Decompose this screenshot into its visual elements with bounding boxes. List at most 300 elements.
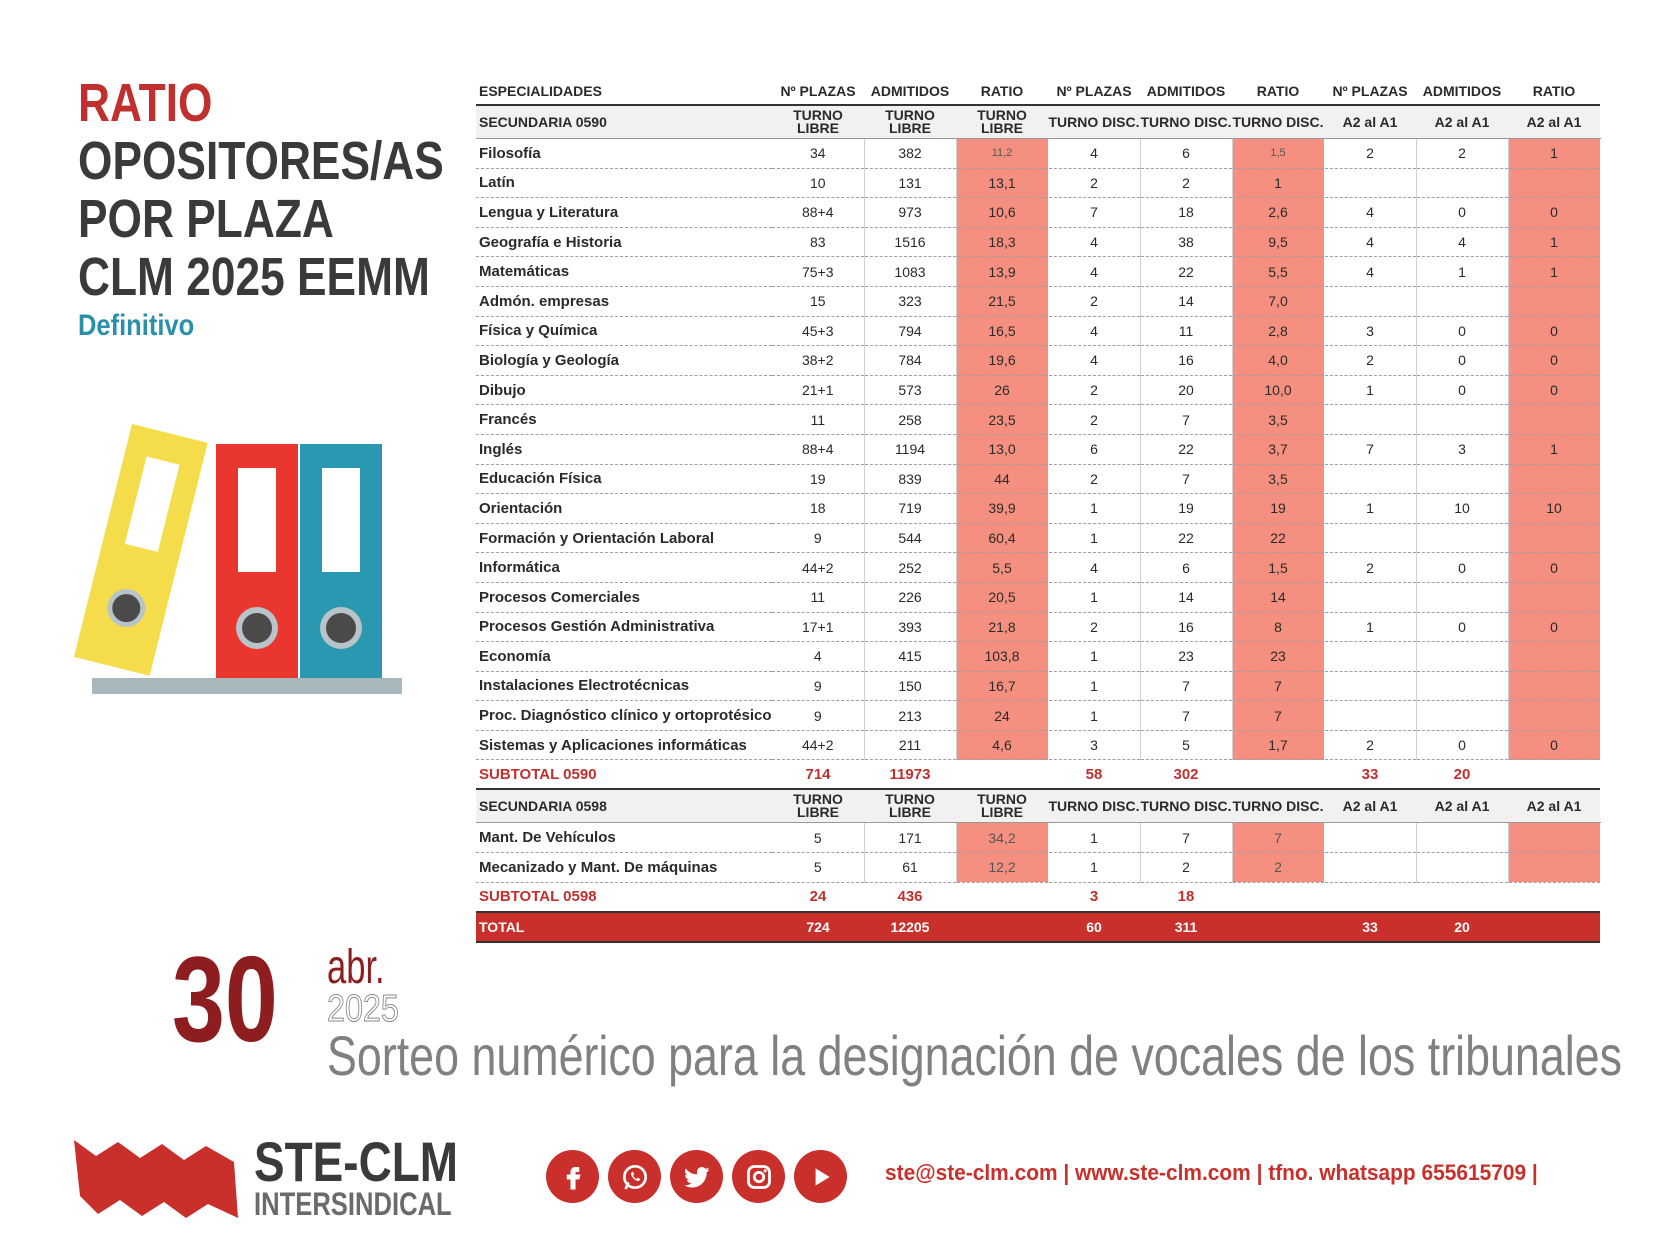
- subtotal-value: 714: [772, 760, 864, 790]
- ratio-cell: 19: [1232, 494, 1324, 524]
- subtotal-value: 58: [1048, 760, 1140, 790]
- ratio-cell: [1508, 853, 1600, 883]
- ratio-cell: 1: [1508, 227, 1600, 257]
- value-cell: 14: [1140, 582, 1232, 612]
- section-subheader: A2 al A1: [1508, 789, 1600, 823]
- value-cell: 382: [864, 139, 956, 169]
- value-cell: 7: [1140, 823, 1232, 853]
- value-cell: 150: [864, 671, 956, 701]
- value-cell: 34: [772, 139, 864, 169]
- specialty-name: Matemáticas: [476, 257, 772, 287]
- subtotal-value: 18: [1140, 882, 1232, 912]
- value-cell: 3: [1324, 316, 1416, 346]
- section-subheader: A2 al A1: [1416, 105, 1508, 139]
- value-cell: 7: [1140, 405, 1232, 435]
- total-label: TOTAL: [476, 912, 772, 942]
- value-cell: 6: [1140, 553, 1232, 583]
- value-cell: 258: [864, 405, 956, 435]
- total-value: 724: [772, 912, 864, 942]
- ratio-cell: 60,4: [956, 523, 1048, 553]
- value-cell: 0: [1416, 730, 1508, 760]
- value-cell: 1: [1324, 612, 1416, 642]
- ratio-cell: 0: [1508, 553, 1600, 583]
- ratio-cell: 10,6: [956, 198, 1048, 228]
- ratio-cell: 13,0: [956, 434, 1048, 464]
- total-value: 12205: [864, 912, 956, 942]
- specialty-name: Procesos Comerciales: [476, 582, 772, 612]
- event-date-block: [172, 931, 1622, 1087]
- title-line-opositores: OPOSITORES/AS: [78, 131, 444, 191]
- table-row: [476, 494, 1600, 524]
- section-subheader: A2 al A1: [1416, 789, 1508, 823]
- ratio-cell: [1508, 405, 1600, 435]
- ratio-cell: 12,2: [956, 853, 1048, 883]
- table-row: [476, 375, 1600, 405]
- total-value: 311: [1140, 912, 1232, 942]
- ratio-cell: 26: [956, 375, 1048, 405]
- subtotal-row: [476, 760, 1600, 790]
- value-cell: 20: [1140, 375, 1232, 405]
- section-subheader: TURNO DISC.: [1140, 105, 1232, 139]
- value-cell: 131: [864, 168, 956, 198]
- value-cell: 839: [864, 464, 956, 494]
- table-row: [476, 853, 1600, 883]
- value-cell: 6: [1140, 139, 1232, 169]
- value-cell: 16: [1140, 612, 1232, 642]
- event-month: abr.: [327, 941, 385, 994]
- specialty-name: Dibujo: [476, 375, 772, 405]
- value-cell: [1416, 671, 1508, 701]
- value-cell: 2: [1324, 553, 1416, 583]
- table-row: [476, 523, 1600, 553]
- value-cell: 393: [864, 612, 956, 642]
- ratio-cell: 3,7: [1232, 434, 1324, 464]
- event-year: 2025: [327, 988, 399, 1030]
- title-line-clm: CLM 2025 EEMM: [78, 247, 430, 307]
- binders-illustration: [70, 420, 410, 700]
- value-cell: 719: [864, 494, 956, 524]
- ratio-cell: 13,1: [956, 168, 1048, 198]
- column-header: RATIO: [1232, 78, 1324, 105]
- value-cell: 1516: [864, 227, 956, 257]
- table-row: [476, 612, 1600, 642]
- value-cell: 9: [772, 701, 864, 731]
- specialty-name: Geografía e Historia: [476, 227, 772, 257]
- value-cell: 75+3: [772, 257, 864, 287]
- value-cell: 4: [1324, 198, 1416, 228]
- total-value: [1232, 912, 1324, 942]
- section-subheader: TURNO LIBRE: [956, 789, 1048, 823]
- value-cell: 1: [1324, 375, 1416, 405]
- section-subheader: TURNO LIBRE: [772, 789, 864, 823]
- value-cell: 0: [1416, 198, 1508, 228]
- value-cell: 16: [1140, 346, 1232, 376]
- value-cell: 794: [864, 316, 956, 346]
- column-header: ADMITIDOS: [864, 78, 956, 105]
- table-row: [476, 346, 1600, 376]
- value-cell: [1324, 701, 1416, 731]
- value-cell: 45+3: [772, 316, 864, 346]
- ratio-cell: 1: [1508, 139, 1600, 169]
- value-cell: [1416, 405, 1508, 435]
- value-cell: 38: [1140, 227, 1232, 257]
- total-value: 33: [1324, 912, 1416, 942]
- section-name: SECUNDARIA 0590: [476, 105, 772, 139]
- value-cell: [1416, 523, 1508, 553]
- value-cell: 18: [1140, 198, 1232, 228]
- section-subheader: TURNO DISC.: [1232, 789, 1324, 823]
- value-cell: [1324, 405, 1416, 435]
- ratio-cell: 10: [1508, 494, 1600, 524]
- value-cell: 1: [1048, 582, 1140, 612]
- ratio-cell: 2,6: [1232, 198, 1324, 228]
- table-row: [476, 227, 1600, 257]
- specialty-name: Física y Química: [476, 316, 772, 346]
- brand-name: STE-CLM: [254, 1130, 459, 1193]
- section-header-row: [476, 105, 1600, 139]
- table-row: [476, 642, 1600, 672]
- subtotal-label: SUBTOTAL 0598: [476, 882, 772, 912]
- ratio-cell: [1508, 464, 1600, 494]
- value-cell: 6: [1048, 434, 1140, 464]
- ste-clm-logo: [74, 1130, 494, 1226]
- ratio-cell: 3,5: [1232, 405, 1324, 435]
- ratio-cell: [1508, 523, 1600, 553]
- value-cell: 88+4: [772, 198, 864, 228]
- ratio-cell: 11,2: [956, 139, 1048, 169]
- value-cell: [1416, 582, 1508, 612]
- value-cell: 22: [1140, 434, 1232, 464]
- section-subheader: TURNO DISC.: [1232, 105, 1324, 139]
- value-cell: 83: [772, 227, 864, 257]
- ratio-table: [476, 78, 1601, 943]
- ratio-cell: 21,5: [956, 286, 1048, 316]
- specialty-name: Latín: [476, 168, 772, 198]
- value-cell: 323: [864, 286, 956, 316]
- ratio-cell: 1,7: [1232, 730, 1324, 760]
- value-cell: [1416, 464, 1508, 494]
- subtotal-value: [1232, 760, 1324, 790]
- value-cell: [1324, 523, 1416, 553]
- specialty-name: Inglés: [476, 434, 772, 464]
- ratio-cell: 16,7: [956, 671, 1048, 701]
- ratio-cell: 1,5: [1232, 553, 1324, 583]
- value-cell: 38+2: [772, 346, 864, 376]
- value-cell: 1: [1048, 642, 1140, 672]
- value-cell: 18: [772, 494, 864, 524]
- subtotal-value: [1508, 882, 1600, 912]
- value-cell: 17+1: [772, 612, 864, 642]
- value-cell: 23: [1140, 642, 1232, 672]
- value-cell: 14: [1140, 286, 1232, 316]
- value-cell: 784: [864, 346, 956, 376]
- value-cell: [1324, 853, 1416, 883]
- value-cell: 1: [1324, 494, 1416, 524]
- value-cell: 1: [1048, 523, 1140, 553]
- specialty-name: Admón. empresas: [476, 286, 772, 316]
- ratio-cell: [1508, 671, 1600, 701]
- facebook-icon[interactable]: [546, 1150, 599, 1203]
- twitter-icon[interactable]: [670, 1150, 723, 1203]
- specialty-name: Mant. De Vehículos: [476, 823, 772, 853]
- ratio-cell: 0: [1508, 198, 1600, 228]
- section-name: SECUNDARIA 0598: [476, 789, 772, 823]
- section-subheader: TURNO LIBRE: [864, 105, 956, 139]
- value-cell: 22: [1140, 257, 1232, 287]
- column-header: ADMITIDOS: [1140, 78, 1232, 105]
- value-cell: 11: [772, 582, 864, 612]
- value-cell: 44+2: [772, 730, 864, 760]
- value-cell: 252: [864, 553, 956, 583]
- column-header: Nº PLAZAS: [1324, 78, 1416, 105]
- value-cell: 2: [1048, 168, 1140, 198]
- value-cell: 415: [864, 642, 956, 672]
- section-subheader: TURNO LIBRE: [772, 105, 864, 139]
- instagram-icon[interactable]: [732, 1150, 785, 1203]
- social-links: [546, 1150, 847, 1206]
- specialty-name: Mecanizado y Mant. De máquinas: [476, 853, 772, 883]
- value-cell: 211: [864, 730, 956, 760]
- subtotal-value: [1232, 882, 1324, 912]
- value-cell: 0: [1416, 612, 1508, 642]
- section-subheader: A2 al A1: [1324, 789, 1416, 823]
- ratio-cell: 24: [956, 701, 1048, 731]
- value-cell: 5: [772, 853, 864, 883]
- value-cell: 2: [1324, 346, 1416, 376]
- value-cell: [1416, 642, 1508, 672]
- table-row: [476, 286, 1600, 316]
- value-cell: 2: [1048, 286, 1140, 316]
- specialty-name: Formación y Orientación Laboral: [476, 523, 772, 553]
- specialty-name: Francés: [476, 405, 772, 435]
- ratio-cell: 10,0: [1232, 375, 1324, 405]
- section-subheader: A2 al A1: [1324, 105, 1416, 139]
- value-cell: [1324, 168, 1416, 198]
- subtotal-value: [1416, 882, 1508, 912]
- value-cell: 4: [1048, 257, 1140, 287]
- ratio-cell: 2,8: [1232, 316, 1324, 346]
- ratio-cell: 20,5: [956, 582, 1048, 612]
- value-cell: 5: [1140, 730, 1232, 760]
- table-row: [476, 671, 1600, 701]
- value-cell: 2: [1048, 375, 1140, 405]
- table-header-row: [476, 78, 1600, 105]
- value-cell: 2: [1324, 730, 1416, 760]
- value-cell: 0: [1416, 553, 1508, 583]
- value-cell: 0: [1416, 346, 1508, 376]
- value-cell: 7: [1048, 198, 1140, 228]
- specialty-name: Sistemas y Aplicaciones informáticas: [476, 730, 772, 760]
- value-cell: [1416, 286, 1508, 316]
- section-subheader: TURNO LIBRE: [864, 789, 956, 823]
- value-cell: 213: [864, 701, 956, 731]
- table-row: [476, 553, 1600, 583]
- table-row: [476, 701, 1600, 731]
- ratio-cell: 39,9: [956, 494, 1048, 524]
- value-cell: 1083: [864, 257, 956, 287]
- table-row: [476, 405, 1600, 435]
- table-row: [476, 257, 1600, 287]
- column-header: ADMITIDOS: [1416, 78, 1508, 105]
- table-row: [476, 316, 1600, 346]
- ratio-cell: 44: [956, 464, 1048, 494]
- subtotal-value: 20: [1416, 760, 1508, 790]
- value-cell: [1324, 823, 1416, 853]
- youtube-icon[interactable]: [794, 1150, 847, 1203]
- ratio-cell: 0: [1508, 730, 1600, 760]
- ratio-cell: 7,0: [1232, 286, 1324, 316]
- subtotal-value: 436: [864, 882, 956, 912]
- subtotal-value: [956, 882, 1048, 912]
- specialty-name: Lengua y Literatura: [476, 198, 772, 228]
- value-cell: 1: [1048, 701, 1140, 731]
- value-cell: 7: [1140, 701, 1232, 731]
- value-cell: 544: [864, 523, 956, 553]
- value-cell: 4: [772, 642, 864, 672]
- value-cell: 61: [864, 853, 956, 883]
- specialty-name: Procesos Gestión Administrativa: [476, 612, 772, 642]
- value-cell: 19: [772, 464, 864, 494]
- value-cell: 3: [1048, 730, 1140, 760]
- value-cell: 9: [772, 671, 864, 701]
- value-cell: 19: [1140, 494, 1232, 524]
- table-row: [476, 168, 1600, 198]
- logo-flag-icon: [74, 1136, 254, 1222]
- ratio-cell: 8: [1232, 612, 1324, 642]
- value-cell: 973: [864, 198, 956, 228]
- total-value: [956, 912, 1048, 942]
- ratio-cell: 23: [1232, 642, 1324, 672]
- subtotal-row: [476, 882, 1600, 912]
- value-cell: 171: [864, 823, 956, 853]
- value-cell: 11: [1140, 316, 1232, 346]
- table-row: [476, 198, 1600, 228]
- total-value: [1508, 912, 1600, 942]
- ratio-cell: 1: [1232, 168, 1324, 198]
- ratio-cell: [1508, 286, 1600, 316]
- column-header: ESPECIALIDADES: [476, 78, 772, 105]
- value-cell: 7: [1140, 671, 1232, 701]
- value-cell: 4: [1048, 227, 1140, 257]
- title-line-por-plaza: POR PLAZA: [78, 189, 334, 249]
- value-cell: 2: [1324, 139, 1416, 169]
- ratio-cell: 23,5: [956, 405, 1048, 435]
- ratio-cell: 16,5: [956, 316, 1048, 346]
- value-cell: [1324, 464, 1416, 494]
- value-cell: 9: [772, 523, 864, 553]
- subtotal-value: [1324, 882, 1416, 912]
- value-cell: 88+4: [772, 434, 864, 464]
- ratio-cell: 5,5: [956, 553, 1048, 583]
- specialty-name: Proc. Diagnóstico clínico y ortoprotésico: [476, 701, 772, 731]
- specialty-name: Informática: [476, 553, 772, 583]
- value-cell: 44+2: [772, 553, 864, 583]
- value-cell: 4: [1048, 139, 1140, 169]
- value-cell: 4: [1048, 316, 1140, 346]
- value-cell: 573: [864, 375, 956, 405]
- table-row: [476, 464, 1600, 494]
- ratio-cell: 1: [1508, 434, 1600, 464]
- subtotal-value: 24: [772, 882, 864, 912]
- ratio-cell: [1508, 642, 1600, 672]
- title-block: [78, 74, 458, 344]
- section-subheader: TURNO LIBRE: [956, 105, 1048, 139]
- column-header: Nº PLAZAS: [1048, 78, 1140, 105]
- ratio-cell: 14: [1232, 582, 1324, 612]
- section-header-row: [476, 789, 1600, 823]
- brand-subtitle: INTERSINDICAL: [254, 1186, 452, 1222]
- column-header: RATIO: [956, 78, 1048, 105]
- event-description: Sorteo numérico para la designación de vocales de los tribunales: [327, 1024, 1622, 1087]
- specialty-name: Biología y Geología: [476, 346, 772, 376]
- ratio-cell: 4,0: [1232, 346, 1324, 376]
- value-cell: 10: [1416, 494, 1508, 524]
- subtotal-label: SUBTOTAL 0590: [476, 760, 772, 790]
- value-cell: 7: [1140, 464, 1232, 494]
- value-cell: 10: [772, 168, 864, 198]
- specialty-name: Economía: [476, 642, 772, 672]
- ratio-cell: [1508, 582, 1600, 612]
- ratio-cell: 0: [1508, 346, 1600, 376]
- section-subheader: TURNO DISC.: [1140, 789, 1232, 823]
- title-ratio: RATIO: [78, 73, 213, 133]
- value-cell: 4: [1048, 553, 1140, 583]
- value-cell: 2: [1416, 139, 1508, 169]
- ratio-cell: 22: [1232, 523, 1324, 553]
- value-cell: 1: [1048, 494, 1140, 524]
- ratio-cell: 103,8: [956, 642, 1048, 672]
- value-cell: [1324, 671, 1416, 701]
- total-row: [476, 912, 1600, 942]
- ratio-cell: 0: [1508, 612, 1600, 642]
- ratio-cell: 0: [1508, 375, 1600, 405]
- ratio-cell: 9,5: [1232, 227, 1324, 257]
- table-row: [476, 730, 1600, 760]
- ratio-cell: 1,5: [1232, 139, 1324, 169]
- whatsapp-icon[interactable]: [608, 1150, 661, 1203]
- value-cell: 5: [772, 823, 864, 853]
- value-cell: 2: [1140, 168, 1232, 198]
- ratio-cell: 1: [1508, 257, 1600, 287]
- contact-info[interactable]: ste@ste-clm.com | www.ste-clm.com | tfno. whatsapp 655615709 |: [885, 1160, 1538, 1185]
- value-cell: 3: [1416, 434, 1508, 464]
- value-cell: 4: [1048, 346, 1140, 376]
- value-cell: 15: [772, 286, 864, 316]
- specialty-name: Educación Física: [476, 464, 772, 494]
- table-row: [476, 434, 1600, 464]
- value-cell: [1324, 582, 1416, 612]
- value-cell: 1194: [864, 434, 956, 464]
- total-value: 60: [1048, 912, 1140, 942]
- value-cell: 4: [1324, 227, 1416, 257]
- ratio-cell: [1508, 701, 1600, 731]
- value-cell: [1416, 168, 1508, 198]
- subtotal-value: 33: [1324, 760, 1416, 790]
- status-label: Definitivo: [78, 309, 195, 342]
- value-cell: 1: [1048, 823, 1140, 853]
- section-subheader: TURNO DISC.: [1048, 789, 1140, 823]
- table-row: [476, 582, 1600, 612]
- column-header: Nº PLAZAS: [772, 78, 864, 105]
- value-cell: [1416, 823, 1508, 853]
- value-cell: [1324, 286, 1416, 316]
- ratio-cell: 18,3: [956, 227, 1048, 257]
- value-cell: 4: [1324, 257, 1416, 287]
- table-row: [476, 823, 1600, 853]
- ratio-cell: 21,8: [956, 612, 1048, 642]
- ratio-cell: 34,2: [956, 823, 1048, 853]
- value-cell: 21+1: [772, 375, 864, 405]
